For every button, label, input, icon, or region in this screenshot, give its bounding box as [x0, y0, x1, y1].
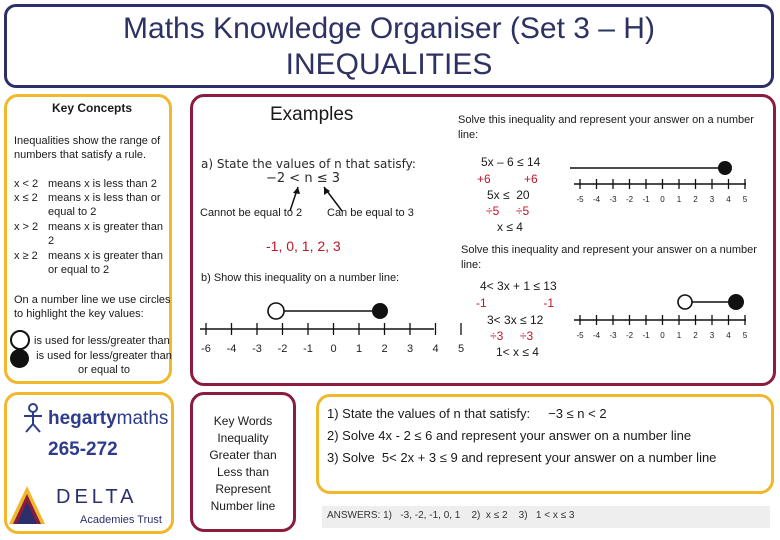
number-line-label: -5 — [576, 195, 584, 204]
example-b-prompt: b) Show this inequality on a number line: — [201, 272, 400, 284]
rule-le-symbol: x ≤ 2 — [14, 192, 38, 204]
solve1-step4: ÷5 ÷5 — [486, 204, 530, 218]
number-line-label: 0 — [660, 331, 665, 340]
closed-endpoint — [728, 294, 744, 310]
example-a-answer: -1, 0, 1, 2, 3 — [266, 238, 341, 254]
delta-logo-subtitle: Academies Trust — [80, 514, 162, 526]
example-a-prompt: a) State the values of n that satisfy: — [201, 157, 416, 171]
rule-greater-text: means x is greater than 2 — [48, 221, 163, 247]
number-line-label: 1 — [676, 331, 682, 340]
number-line-label: 2 — [381, 343, 388, 355]
closed-endpoint — [718, 161, 732, 175]
rule-ge-symbol: x ≥ 2 — [14, 250, 38, 262]
number-line-label: -3 — [252, 343, 262, 355]
example-a-inequality: −2 < n ≤ 3 — [266, 171, 340, 186]
open-endpoint — [678, 295, 692, 309]
number-line-label: -5 — [576, 331, 584, 340]
number-line-example-b — [196, 298, 465, 360]
open-circle-text: is used for less/greater than — [34, 335, 170, 347]
hegarty-logo-bold: hegarty — [48, 408, 117, 429]
closed-endpoint — [372, 303, 388, 319]
key-word: Number line — [210, 499, 276, 513]
number-line-label: 3 — [709, 331, 715, 340]
number-line-label: 5 — [457, 343, 465, 355]
number-line-solve2 — [570, 290, 750, 342]
number-line-label: 0 — [330, 343, 337, 355]
circles-note: On a number line we use circles to highlight the key values: — [14, 294, 171, 320]
number-line-label: -1 — [642, 331, 650, 340]
rule-le-text: means x is less than or equal to 2 — [48, 192, 161, 218]
title-banner — [4, 4, 774, 88]
key-word: Inequality — [217, 431, 269, 445]
closed-circle-text: is used for less/greater than or equal to — [36, 350, 172, 376]
number-line-label: -3 — [609, 195, 617, 204]
number-line-label: -2 — [625, 195, 634, 204]
number-line-label: 2 — [693, 195, 698, 204]
number-line-label: -3 — [609, 331, 617, 340]
number-line-label: 1 — [355, 343, 363, 355]
delta-logo-icon — [8, 484, 46, 526]
hegarty-figure-icon — [20, 402, 46, 434]
hegarty-logo-light: maths — [116, 408, 169, 429]
number-line-label: 2 — [693, 331, 698, 340]
number-line-label: -2 — [625, 331, 634, 340]
solve1-step1: 5x – 6 ≤ 14 — [481, 155, 541, 169]
rule-less-text: means x is less than 2 — [48, 178, 157, 190]
key-words-heading: Key Words — [213, 414, 273, 428]
open-circle-icon — [10, 330, 30, 350]
rule-greater-symbol: x > 2 — [14, 221, 39, 233]
solve2-prompt: Solve this inequality and represent your answer on a number line: — [461, 244, 757, 271]
number-line-label: 0 — [660, 195, 665, 204]
key-words-list — [190, 413, 296, 515]
number-line-label: 1 — [676, 195, 682, 204]
can-equal-note: Can be equal to 3 — [327, 207, 414, 219]
number-line-label: 5 — [742, 195, 748, 204]
key-word: Less than — [216, 465, 270, 479]
question-1: 1) State the values of n that satisfy: −3 ≤ n < 2 — [327, 406, 607, 421]
page-title: Maths Knowledge Organiser (Set 3 – H) — [123, 12, 655, 45]
key-word: Represent — [215, 482, 271, 496]
rule-less-symbol: x < 2 — [14, 178, 39, 190]
number-line-label: -4 — [226, 343, 237, 355]
open-endpoint — [268, 303, 284, 319]
number-line-label: 4 — [726, 195, 731, 204]
solve2-step4: ÷3 ÷3 — [490, 329, 534, 343]
number-line-label: -6 — [201, 343, 211, 355]
page-subtitle: INEQUALITIES — [285, 48, 493, 81]
key-word: Greater than — [209, 448, 277, 462]
number-line-label: 3 — [406, 343, 414, 355]
answers-text: ANSWERS: 1) -3, -2, -1, 0, 1 2) x ≤ 2 3) 1 < x ≤ 3 — [327, 510, 575, 521]
solve2-step2: -1 -1 — [476, 296, 555, 310]
number-line-solve1 — [570, 158, 750, 208]
solve1-step3: 5x ≤ 20 — [487, 188, 530, 202]
key-concepts-intro: Inequalities show the range of numbers that satisfy a rule. — [14, 135, 161, 161]
question-3: 3) Solve 5< 2x + 3 ≤ 9 and represent your answer on a number line — [327, 450, 717, 465]
number-line-label: -4 — [592, 331, 601, 340]
closed-circle-icon — [10, 349, 29, 368]
delta-logo-text: DELTA — [56, 486, 138, 508]
key-concepts-heading: Key Concepts — [52, 101, 133, 115]
number-line-label: -1 — [303, 343, 313, 355]
solve2-step1: 4< 3x + 1 ≤ 13 — [480, 279, 557, 293]
solve1-answer: x ≤ 4 — [497, 220, 523, 234]
rule-ge-text: means x is greater than or equal to 2 — [48, 250, 163, 276]
solve1-step2: +6 +6 — [477, 172, 538, 186]
examples-heading: Examples — [270, 104, 354, 125]
hegarty-logo — [48, 408, 168, 430]
number-line-label: 4 — [432, 343, 439, 355]
hegarty-clip-numbers: 265-272 — [48, 439, 118, 460]
number-line-label: -1 — [642, 195, 650, 204]
number-line-label: 5 — [742, 331, 748, 340]
number-line-label: 3 — [709, 195, 715, 204]
question-2: 2) Solve 4x - 2 ≤ 6 and represent your answer on a number line — [327, 428, 692, 443]
number-line-label: -4 — [592, 195, 601, 204]
solve1-prompt: Solve this inequality and represent your answer on a number line: — [458, 114, 754, 141]
number-line-label: 4 — [726, 331, 731, 340]
solve2-step3: 3< 3x ≤ 12 — [487, 313, 544, 327]
cannot-equal-note: Cannot be equal to 2 — [200, 207, 303, 219]
solve2-answer: 1< x ≤ 4 — [496, 345, 539, 359]
number-line-label: -2 — [277, 343, 288, 355]
